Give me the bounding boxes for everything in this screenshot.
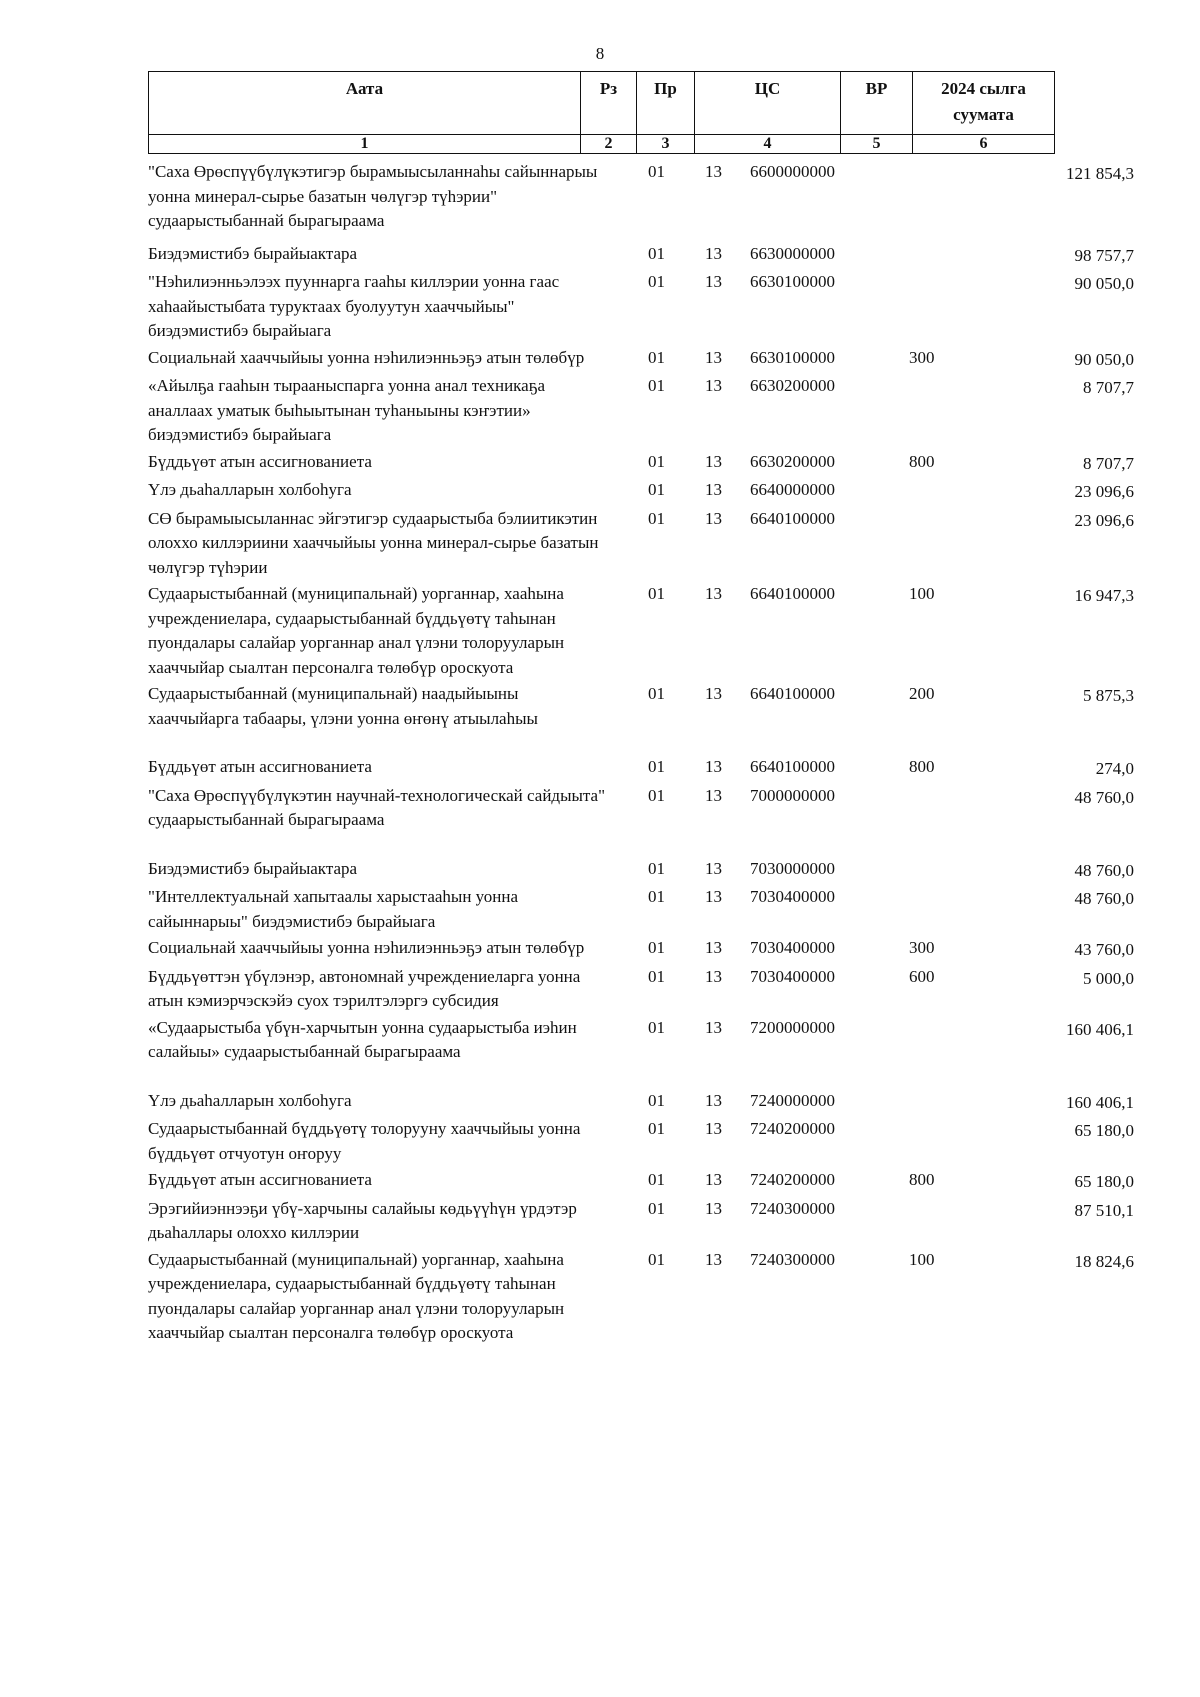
row-vr: 100 (909, 584, 935, 603)
row-name: "Интеллектуальнай хапытаалы харыстааһын уонна сайыннарыы" биэдэмистибэ бырайыага (148, 887, 518, 931)
table-row (148, 755, 1140, 782)
header-rz: Рз (581, 72, 637, 135)
header-num-6: 6 (913, 135, 1055, 154)
row-name: «Судаарыстыба үбүн-харчытын уонна судаарыстыба иэһин салайыы» судаарыстыбаннай бырагыраама (148, 1017, 577, 1061)
row-cs: 6630200000 (750, 451, 835, 471)
table-row (148, 1089, 1140, 1116)
row-pr: 13 (705, 272, 722, 291)
table-body (148, 160, 1140, 1348)
row-rz: 01 (648, 243, 665, 263)
table-row (148, 1168, 1140, 1195)
row-name: Судаарыстыбаннай (муниципальнай) наадыйыыны хааччыйарга табаары, үлэни уонна өҥөнү атыылаһыы (148, 684, 538, 728)
row-vr (890, 1089, 962, 1116)
row-pr: 13 (705, 757, 722, 776)
row-pr: 13 (705, 858, 722, 878)
row-vr (890, 242, 962, 269)
row-sum: 23 096,6 (1074, 482, 1134, 501)
row-pr: 13 (705, 938, 722, 957)
row-cs: 7000000000 (750, 785, 835, 805)
row-name: Бүддьүөт атын ассигнованиета (148, 451, 372, 471)
row-rz: 01 (648, 347, 665, 367)
row-name: "Саха Өрөспүүбүлүкэтигэр бырамыысыланнаһы сайыннарыы уонна минерал-сырье базатын чөлүгэр түһэрии" судаарыстыбаннай бырагыраама (148, 162, 598, 230)
row-cs: 7030400000 (750, 887, 835, 906)
row-vr: 300 (909, 938, 935, 957)
table-header (148, 71, 1055, 154)
row-pr: 13 (705, 243, 722, 263)
row-cs: 7030000000 (750, 858, 835, 878)
row-name: СӨ бырамыысыланнас эйгэтигэр судаарыстыба бэлиитикэтин олоххо киллэриини хааччыйыы уонна минерал-сырье базатын чөлүгэр түһэрии (148, 508, 599, 577)
row-vr (890, 160, 962, 234)
row-vr: 800 (909, 1170, 935, 1189)
header-num-3: 3 (637, 135, 695, 154)
row-sum: 23 096,6 (1074, 510, 1134, 530)
row-vr: 100 (909, 1249, 935, 1269)
row-rz: 01 (648, 684, 665, 703)
row-cs: 6630100000 (750, 347, 835, 367)
row-cs: 6630200000 (750, 376, 835, 395)
table-row (148, 936, 1140, 963)
row-sum: 98 757,7 (1074, 245, 1134, 265)
row-cs: 6630000000 (750, 243, 835, 263)
row-name: Бүддьүөттэн үбүлэнэр, автономнай учреждениеларга уонна атын кэмиэрчэскэйэ суох тэрилтэлэргэ субсидия (148, 966, 581, 1010)
row-vr (890, 478, 962, 505)
row-rz: 01 (648, 508, 665, 528)
row-name: "Нэһилиэнньэлээх пууннарга гааһы киллэрии уонна гаас хаһаайыстыбата туруктаах буолуутун хааччыйыы" биэдэмистибэ бырайыага (148, 272, 560, 340)
table-row (148, 965, 1140, 1014)
row-pr: 13 (705, 1170, 722, 1189)
row-sum: 87 510,1 (1074, 1200, 1134, 1220)
row-pr: 13 (705, 376, 722, 395)
row-name: Социальнай хааччыйыы уонна нэһилиэнньэҕэ атын төлөбүр (148, 347, 585, 367)
table-row (148, 885, 1140, 934)
row-sum: 5 875,3 (1083, 686, 1134, 705)
row-name: Бүддьүөт атын ассигнованиета (148, 1170, 372, 1189)
row-pr: 13 (705, 684, 722, 703)
header-name: Аата (149, 72, 581, 135)
table-row (148, 857, 1140, 884)
row-pr: 13 (705, 1017, 722, 1037)
row-vr: 800 (909, 757, 935, 776)
row-cs: 6630100000 (750, 272, 835, 291)
row-name: Биэдэмистибэ бырайыактара (148, 858, 358, 878)
table-row (148, 1016, 1140, 1065)
table-row (148, 784, 1140, 833)
row-cs: 6640100000 (750, 508, 835, 528)
row-rz: 01 (648, 584, 665, 603)
row-cs: 7240300000 (750, 1249, 835, 1269)
row-rz: 01 (648, 451, 665, 471)
row-rz: 01 (648, 938, 665, 957)
row-vr (890, 1117, 962, 1166)
row-rz: 01 (648, 887, 665, 906)
row-pr: 13 (705, 887, 722, 906)
table-row (148, 582, 1140, 680)
header-num-2: 2 (581, 135, 637, 154)
table-row (148, 682, 1140, 731)
row-cs: 7240200000 (750, 1119, 835, 1138)
header-num-1: 1 (149, 135, 581, 154)
row-vr (890, 857, 962, 884)
row-name: Эрэгийиэннээҕи үбү-харчыны салайыы көдьүүһүн үрдэтэр дьаһаллары олоххо киллэрии (148, 1198, 577, 1242)
row-rz: 01 (648, 858, 665, 878)
row-sum: 48 760,0 (1074, 889, 1134, 908)
row-name: Судаарыстыбаннай бүддьүөтү толорууну хааччыйыы уонна бүддьүөт отчуотун оҥоруу (148, 1119, 581, 1163)
row-cs: 6640000000 (750, 480, 835, 499)
row-cs: 6640100000 (750, 584, 835, 603)
row-name: «Айылҕа гааһын тырааныспарга уонна анал техникаҕа аналлаах уматык быһыытынан туһаныыны кэҥэтии» биэдэмистибэ бырайыага (148, 376, 546, 444)
row-vr: 800 (909, 451, 935, 471)
row-sum: 48 760,0 (1074, 787, 1134, 807)
row-cs: 7240200000 (750, 1170, 835, 1189)
row-name: Үлэ дьаһалларын холбоһуга (148, 480, 352, 499)
row-sum: 65 180,0 (1074, 1172, 1134, 1191)
header-pr: Пр (637, 72, 695, 135)
row-pr: 13 (705, 1198, 722, 1218)
row-cs: 7030400000 (750, 966, 835, 986)
row-sum: 160 406,1 (1066, 1019, 1134, 1039)
row-rz: 01 (648, 1090, 665, 1110)
row-sum: 90 050,0 (1074, 274, 1134, 293)
row-pr: 13 (705, 1249, 722, 1269)
row-vr (890, 507, 962, 581)
row-sum: 90 050,0 (1074, 349, 1134, 369)
row-cs: 7030400000 (750, 938, 835, 957)
row-sum: 18 824,6 (1074, 1251, 1134, 1271)
header-cs: ЦС (695, 72, 841, 135)
row-rz: 01 (648, 785, 665, 805)
row-sum: 48 760,0 (1074, 860, 1134, 880)
header-sum: 2024 сылга суумата (913, 72, 1055, 135)
table-row (148, 160, 1140, 234)
row-sum: 274,0 (1095, 759, 1134, 778)
row-name: Биэдэмистибэ бырайыактара (148, 243, 358, 263)
table-row (148, 478, 1140, 505)
row-rz: 01 (648, 966, 665, 986)
page-number: 8 (595, 44, 605, 63)
row-pr: 13 (705, 1119, 722, 1138)
table-row (148, 1248, 1140, 1346)
table-row (148, 346, 1140, 373)
row-rz: 01 (648, 272, 665, 291)
row-pr: 13 (705, 451, 722, 471)
row-rz: 01 (648, 162, 665, 181)
row-pr: 13 (705, 508, 722, 528)
row-rz: 01 (648, 480, 665, 499)
row-rz: 01 (648, 1170, 665, 1189)
table-row (148, 1197, 1140, 1246)
row-cs: 7240300000 (750, 1198, 835, 1218)
table-row (148, 242, 1140, 269)
table-row (148, 1117, 1140, 1166)
table-row (148, 450, 1140, 477)
row-vr (890, 885, 962, 934)
table-row (148, 374, 1140, 448)
row-name: Үлэ дьаһалларын холбоһуга (148, 1090, 352, 1110)
row-vr: 600 (909, 966, 935, 986)
row-vr: 300 (909, 347, 935, 367)
row-rz: 01 (648, 757, 665, 776)
row-sum: 121 854,3 (1066, 164, 1134, 183)
row-vr (890, 270, 962, 344)
row-rz: 01 (648, 1249, 665, 1269)
row-sum: 65 180,0 (1074, 1121, 1134, 1140)
row-sum: 43 760,0 (1074, 940, 1134, 959)
row-pr: 13 (705, 480, 722, 499)
row-name: "Саха Өрөспүүбүлүкэтин научнай-технологическай сайдыыта" судаарыстыбаннай бырагыраама (148, 785, 606, 829)
row-cs: 6600000000 (750, 162, 835, 181)
row-cs: 7200000000 (750, 1017, 835, 1037)
header-vr: ВР (841, 72, 913, 135)
row-sum: 8 707,7 (1083, 453, 1134, 473)
header-num-4: 4 (695, 135, 841, 154)
row-name: Бүддьүөт атын ассигнованиета (148, 757, 372, 776)
row-pr: 13 (705, 966, 722, 986)
row-name: Судаарыстыбаннай (муниципальнай) уорганнар, хааһына учреждениелара, судаарыстыбаннай бүддьүөтү таһынан пуондалары салайар уорганнар анал үлэни толорууларын хааччыйар сыалтан персоналга төлөбүр ороскуота (148, 584, 565, 677)
row-vr (890, 1016, 962, 1065)
row-pr: 13 (705, 785, 722, 805)
row-sum: 5 000,0 (1083, 968, 1134, 988)
row-name: Судаарыстыбаннай (муниципальнай) уорганнар, хааһына учреждениелара, судаарыстыбаннай бүддьүөтү таһынан пуондалары салайар уорганнар анал үлэни толорууларын хааччыйар сыалтан персоналга төлөбүр ороскуота (148, 1249, 565, 1342)
row-vr (890, 1197, 962, 1246)
header-num-5: 5 (841, 135, 913, 154)
row-pr: 13 (705, 162, 722, 181)
row-sum: 8 707,7 (1083, 378, 1134, 397)
row-vr: 200 (909, 684, 935, 703)
row-sum: 160 406,1 (1066, 1092, 1134, 1112)
row-rz: 01 (648, 1119, 665, 1138)
row-pr: 13 (705, 347, 722, 367)
row-rz: 01 (648, 376, 665, 395)
row-name: Социальнай хааччыйыы уонна нэһилиэнньэҕэ атын төлөбүр (148, 938, 585, 957)
row-pr: 13 (705, 1090, 722, 1110)
row-pr: 13 (705, 584, 722, 603)
table-row (148, 270, 1140, 344)
row-vr (890, 784, 962, 833)
row-rz: 01 (648, 1198, 665, 1218)
row-sum: 16 947,3 (1074, 586, 1134, 605)
row-cs: 7240000000 (750, 1090, 835, 1110)
table-row (148, 507, 1140, 581)
row-cs: 6640100000 (750, 684, 835, 703)
row-vr (890, 374, 962, 448)
row-rz: 01 (648, 1017, 665, 1037)
row-cs: 6640100000 (750, 757, 835, 776)
